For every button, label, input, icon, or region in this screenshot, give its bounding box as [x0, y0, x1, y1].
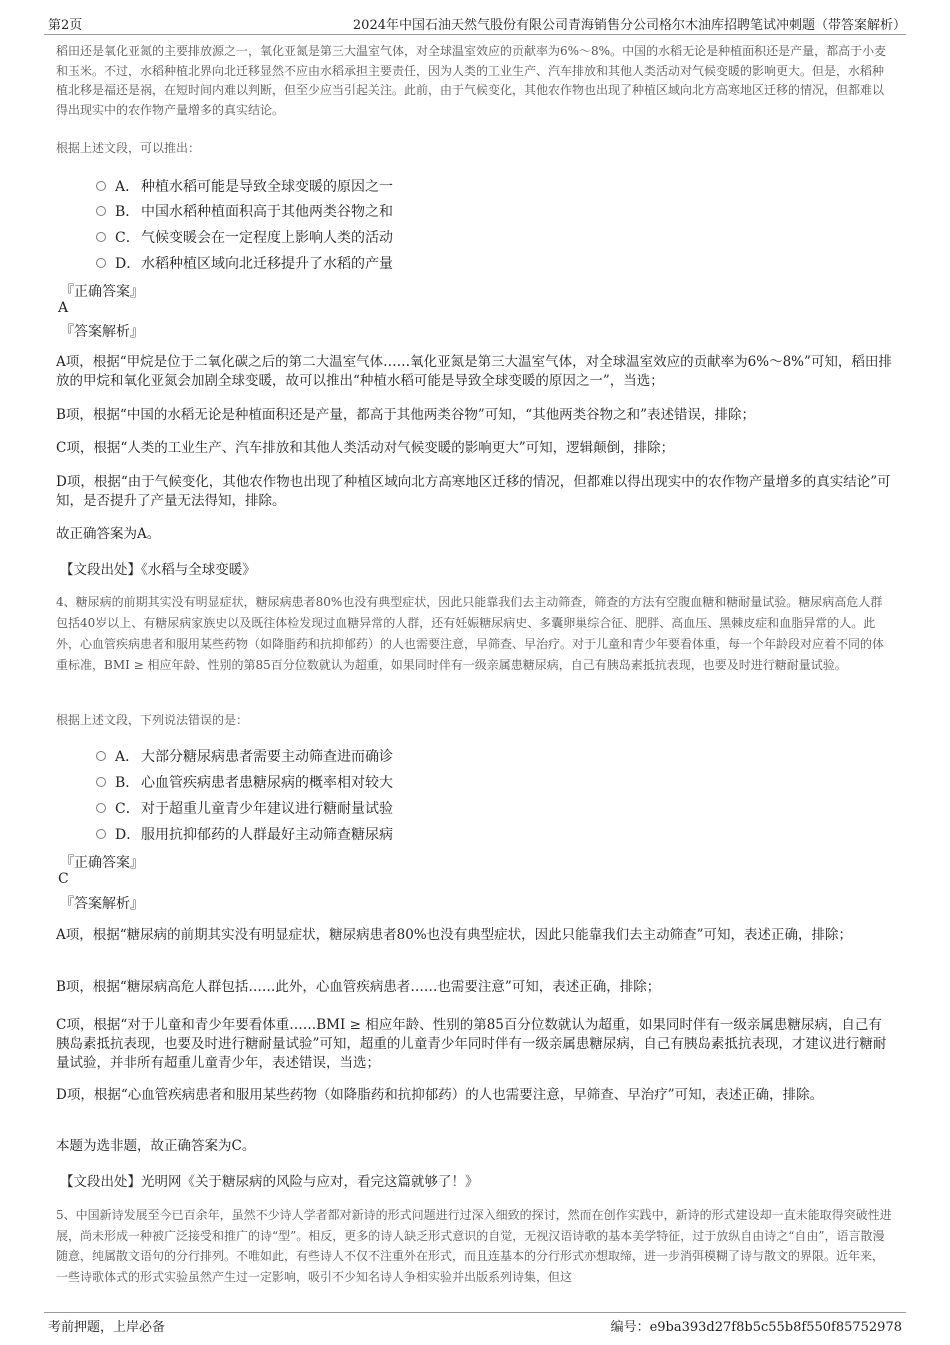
q4-conclusion: 本题为选非题，故正确答案为C。	[56, 1138, 256, 1154]
q4-analysis-c: C项，根据“对于儿童和青少年要看体重……BMI ≥ 相应年龄、性别的第85百分位数就认为超重，如果同时伴有一级亲属患糖尿病，自己有胰岛素抵抗表现，也要及时进行糖耐量试验”可知，超重的儿童青少年同时伴有一级亲属患糖尿病，自己有胰岛素抵抗表现，才建议进行糖耐量试验，并非所有超重儿童青少年，表述错误，当选；	[56, 1017, 887, 1071]
footer-slogan: 考前押题，上岸必备	[48, 1320, 166, 1335]
radio-icon[interactable]	[96, 829, 106, 839]
radio-icon[interactable]	[96, 258, 106, 268]
q4-answer: C	[58, 871, 69, 887]
radio-icon[interactable]	[96, 803, 106, 813]
q3-answer-label: 『正确答案』	[60, 284, 144, 300]
radio-icon[interactable]	[96, 232, 106, 242]
page-number: 第2页	[48, 18, 83, 33]
document-id: 编号：e9ba393d27f8b5c55b8f550f85752978	[610, 1320, 902, 1335]
q3-conclusion: 故正确答案为A。	[56, 526, 161, 542]
q3-analysis-b: B项，根据“中国的水稻无论是种植面积还是产量，都高于其他两类谷物”可知，“其他两类谷物之和”表述错误，排除；	[56, 407, 756, 423]
q3-prompt: 根据上述文段，可以推出：	[56, 141, 201, 155]
page-footer	[44, 1312, 906, 1335]
q4-analysis-d: D项，根据“心血管疾病患者和服用某些药物（如降脂药和抗抑郁药）的人也需要注意，早筛查、早治疗”可知，表述正确，排除。	[56, 1087, 824, 1103]
q4-analysis-label: 『答案解析』	[60, 896, 144, 912]
radio-icon[interactable]	[96, 777, 106, 787]
q3-analysis-d: D项，根据“由于气候变化，其他农作物也出现了种植区域向北方高寒地区迁移的情况，但都难以得出现实中的农作物产量增多的真实结论”可知，是否提升了产量无法得知，排除。	[56, 474, 891, 509]
q4-prompt: 根据上述文段，下列说法错误的是：	[56, 713, 249, 727]
q3-analysis-label: 『答案解析』	[60, 324, 144, 340]
page-header	[44, 12, 906, 35]
q3-analysis-c: C项，根据“人类的工业生产、汽车排放和其他人类活动对气候变暖的影响更大”可知，逻辑颠倒，排除；	[56, 440, 675, 456]
q4-option-c[interactable]: C．对于超重儿童青少年建议进行糖耐量试验	[96, 798, 393, 818]
q3-option-b[interactable]: B． 中国水稻种植面积高于其他两类谷物之和	[96, 201, 393, 221]
radio-icon[interactable]	[96, 751, 106, 761]
radio-icon[interactable]	[96, 181, 106, 191]
q3-analysis-a: A项，根据“甲烷是位于二氧化碳之后的第二大温室气体……氧化亚氮是第三大温室气体，对全球温室效应的贡献率为6%～8%”可知，稻田排放的甲烷和氧化亚氮会加剧全球变暖，故可以推出“种植水稻可能是导致全球变暖的原因之一”，当选；	[56, 354, 892, 389]
q4-source: 【文段出处】光明网《关于糖尿病的风险与应对，看完这篇就够了！》	[60, 1174, 479, 1190]
q4-passage: 4、糖尿病的前期其实没有明显症状，糖尿病患者80%也没有典型症状，因此只能靠我们去主动筛查，筛查的方法有空腹血糖和糖耐量试验。糖尿病高危人群包括40岁以上、有糖尿病家族史以及既往体检发现过血糖异常的人群，还有妊娠糖尿病史、多囊卵巢综合征、肥胖、高血压、黑棘皮症和血脂异常的人。此外，心血管疾病患者和服用某些药物（如降脂药和抗抑郁药）的人也需要注意，早筛查、早治疗。对于儿童和青少年要看体重，每一个年龄段对应着不同的体重标准，BMI ≥ 相应年龄、性别的第85百分位数就认为超重，如果同时伴有一级亲属患糖尿病，自己有胰岛素抵抗表现，也要及时进行糖耐量试验。	[56, 595, 885, 672]
q4-option-d[interactable]: D．服用抗抑郁药的人群最好主动筛查糖尿病	[96, 824, 393, 844]
q3-answer: A	[58, 300, 69, 316]
q4-analysis-b: B项，根据“糖尿病高危人群包括……此外，心血管疾病患者……也需要注意”可知，表述正确，排除；	[56, 979, 661, 995]
q4-answer-label: 『正确答案』	[60, 855, 144, 871]
q3-source: 【文段出处】《水稻与全球变暖》	[60, 562, 256, 578]
document-title: 2024年中国石油天然气股份有限公司青海销售分公司格尔木油库招聘笔试冲刺题（带答案解析）	[352, 18, 906, 33]
q3-option-a[interactable]: A． 种植水稻可能是导致全球变暖的原因之一	[96, 176, 393, 196]
q5-passage: 5、中国新诗发展至今已百余年，虽然不少诗人学者都对新诗的形式问题进行过深入细致的探讨，然而在创作实践中，新诗的形式建设却一直未能取得突破性进展，尚未形成一种被广泛接受和推广的诗“型”。相反，更多的诗人缺乏形式意识的自觉，无视汉语诗歌的基本美学特征，过于放纵自由诗之“自由”，语言散漫随意，纯属散文语句的分行排列。不唯如此，有些诗人不仅不注重外在形式，而且连基本的分行形式亦想取缔，进一步消弭模糊了诗与散文的界限。近年来，一些诗歌体式的形式实验虽然产生过一定影响，吸引不少知名诗人争相实验并出版系列诗集，但这	[56, 1208, 892, 1284]
q4-analysis-a: A项，根据“糖尿病的前期其实没有明显症状，糖尿病患者80%也没有典型症状，因此只能靠我们去主动筛查”可知，表述正确，排除；	[56, 927, 853, 943]
q4-option-b[interactable]: B． 心血管疾病患者患糖尿病的概率相对较大	[96, 772, 393, 792]
q4-option-a[interactable]: A． 大部分糖尿病患者需要主动筛查进而确诊	[96, 746, 393, 766]
q3-passage: 稻田还是氧化亚氮的主要排放源之一，氧化亚氮是第三大温室气体，对全球温室效应的贡献率为6%～8%。中国的水稻无论是种植面积还是产量，都高于小麦和玉米。不过，水稻种植北界向北迁移显然不应由水稻承担主要责任，因为人类的工业生产、汽车排放和其他人类活动对气候变暖的影响更大。但是，水稻种植北移是福还是祸，在短时间内难以判断，但至少应当引起关注。此前，由于气候变化，其他农作物也出现了种植区域向北方高寒地区迁移的情况，但都难以得出现实中的农作物产量增多的真实结论。	[56, 44, 887, 117]
q3-option-c[interactable]: C．气候变暖会在一定程度上影响人类的活动	[96, 227, 393, 247]
radio-icon[interactable]	[96, 206, 106, 216]
q3-option-d[interactable]: D．水稻种植区域向北迁移提升了水稻的产量	[96, 253, 393, 273]
